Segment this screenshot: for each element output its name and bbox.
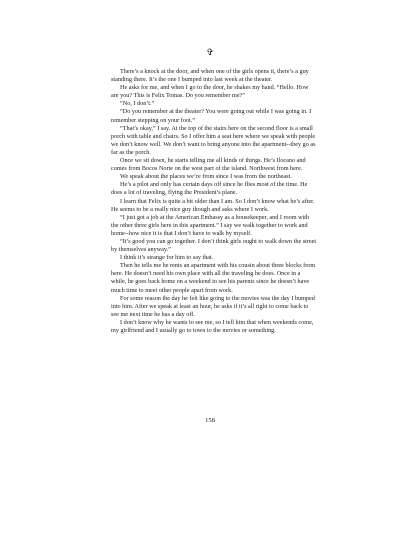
paragraph: He’s a pilot and only has certain days off since he flies most of the time. He does a lot of traveling, flying the President’s plane.: [111, 181, 308, 197]
paragraph: “No, I don’t.”: [120, 100, 155, 108]
paragraph: “It’s good you can go together. I don’t think girls ought to walk down the street by themselves anyway.”: [111, 237, 317, 254]
paragraph: Then he tells me he rents an apartment with his cousin about three blocks from here. He doesn’t need his own place with all the traveling he does. Once in a while, he goes back home on a weekend to see his parents since he doesn’t have much time to meet other people apart from work.: [111, 262, 316, 294]
cross-ornament-icon: ✞: [206, 47, 214, 57]
body-text: [111, 68, 317, 335]
paragraph: I learn that Felix is quite a bit older than I am. So I don’t know what he’s after. He seems to be a really nice guy though and asks where I work.: [111, 197, 315, 213]
paragraph: For some reason the day he felt like going to the movies was the day I bumped into him. After we speak at least an hour, he asks if it’s all right to come back to see me next time he has a day off.: [111, 294, 315, 318]
paragraph: I don’t know why he wants to see me, so I tell him that when weekends come, my girlfriend and I usually go to town to the movies or something.: [111, 318, 314, 334]
paragraph: He asks for me, and when I go to the door, he shakes my hand. “Hello. How are you? This is Felix Tomas. Do you remember me?”: [111, 84, 309, 100]
paragraph: “That’s okay,” I say. At the top of the stairs here on the second floor is a small porch with table and chairs. So I offer him a seat here where we speak with people we don’t know well. We don’t want to bring anyone into the apartment--they go as far as the porch.: [111, 124, 316, 156]
paragraph: “I just got a job at the American Embassy as a housekeeper, and I room with the other three girls here in this apartment.” I say we walk together to work and home--how nice it is that I don’t have to walk by myself.: [111, 213, 310, 237]
paragraph: Once we sit down, he starts telling me all kinds of things. He’s Ilocano and comes from Bocos Norte on the west part of the island. Northwest from here.: [111, 157, 306, 173]
paragraph: There’s a knock at the door, and when one of the girls opens it, there’s a guy standing there. It’s the one I bumped into last week at the theater.: [111, 68, 309, 84]
paragraph: We speak about the places we’re from since I was from the northeast.: [120, 173, 292, 181]
paragraph: I think it’s strange for him to say that.: [120, 254, 214, 262]
paragraph: “Do you remember at the theater? You were going out while I was going in. I remember stepping on your foot.”: [111, 108, 312, 124]
page-number: 158: [205, 417, 215, 424]
